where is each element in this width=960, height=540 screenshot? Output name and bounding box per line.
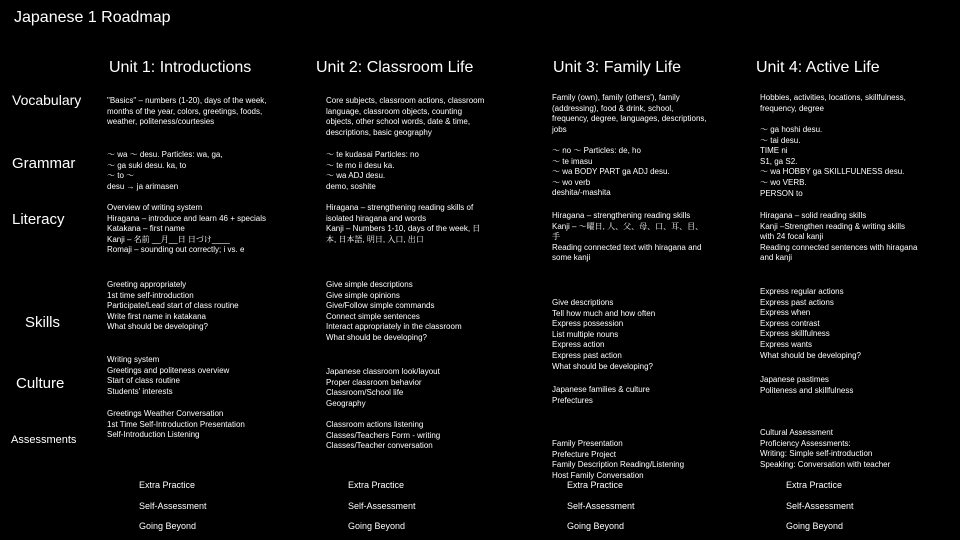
row-label-culture: Culture	[16, 375, 65, 392]
culture-unit-3: Japanese families & culture Prefectures	[552, 385, 650, 405]
vocab-unit-2: Core subjects, classroom actions, classroom language, classroom objects, counting objects, other school words, date & time, descriptions, basic geography	[326, 96, 485, 137]
self-assessment-unit-3: Self-Assessment	[567, 501, 635, 511]
self-assessment-unit-4: Self-Assessment	[786, 501, 854, 511]
grammar-unit-3: ～ no ～ Particles: de, ho ～ te imasu ～ wa BODY PART ga ADJ desu. ～ wo verb deshita/-mashita	[552, 146, 670, 198]
unit-4-header: Unit 4: Active Life	[756, 59, 880, 76]
culture-unit-2: Japanese classroom look/layout Proper classroom behavior Classroom/School life Geography	[326, 367, 440, 408]
assessments-unit-3: Family Presentation Prefecture Project Family Description Reading/Listening Host Family Conversation	[552, 439, 685, 480]
row-label-grammar: Grammar	[12, 155, 76, 172]
culture-unit-4: Japanese pastimes Politeness and skillfulness	[760, 375, 854, 395]
row-label-assessments: Assessments	[11, 434, 77, 446]
row-label-skills: Skills	[25, 314, 61, 331]
culture-unit-1: Writing system Greetings and politeness overview Start of class routine Students' interests	[107, 355, 230, 396]
vocab-unit-3: Family (own), family (others'), family (addressing), food & drink, school, frequency, degree, languages, descriptions, jobs	[552, 93, 707, 134]
page-title: Japanese 1 Roadmap	[14, 9, 171, 26]
assessments-unit-2: Classroom actions listening Classes/Teachers Form - writing Classes/Teacher conversation	[326, 420, 441, 451]
skills-unit-2: Give simple descriptions Give simple opinions Give/Follow simple commands Connect simple sentences Interact appropriately in the classroom What should be developing?	[326, 280, 462, 342]
skills-unit-1: Greeting appropriately 1st time self-introduction Participate/Lead start of class routine Write first name in katakana What should be developing?	[107, 280, 239, 332]
literacy-unit-4: Hiragana – solid reading skills Kanji –Strengthen reading & writing skills with 24 focal kanji Reading connected sentences with hiragana and kanji	[760, 211, 918, 263]
going-beyond-unit-1: Going Beyond	[139, 521, 197, 531]
skills-unit-4: Express regular actions Express past actions Express when Express contrast Express skillfulness Express wants What should be developing?	[760, 287, 861, 360]
unit-1-header: Unit 1: Introductions	[109, 59, 252, 76]
extra-practice-unit-4: Extra Practice	[786, 480, 843, 490]
literacy-unit-1: Overview of writing system Hiragana – introduce and learn 46 + specials Katakana – first name Kanji – 名前 __月__日 日づけ____ Romaji – sounding out correctly; i vs. e	[107, 203, 266, 255]
grammar-unit-4: ～ ga hoshi desu. ～ tai desu. TIME ni S1, ga S2. ～ wa HOBBY ga SKILLFULNESS desu. ～ wo VERB. PERSON to	[760, 125, 905, 198]
row-label-vocabulary: Vocabulary	[12, 92, 82, 108]
assessments-unit-4: Cultural Assessment Proficiency Assessments: Writing: Simple self-introduction Speaking: Conversation with teacher	[760, 428, 891, 469]
vocab-unit-1: "Basics" – numbers (1-20), days of the week, months of the year, colors, greetings, foods, weather, politeness/courtesies	[107, 96, 267, 127]
vocab-unit-4: Hobbies, activities, locations, skillfulness, frequency, degree	[760, 93, 906, 113]
skills-unit-3: Give descriptions Tell how much and how often Express possession List multiple nouns Express action Express past action What should be developing?	[552, 298, 656, 371]
extra-practice-unit-2: Extra Practice	[348, 480, 405, 490]
going-beyond-unit-3: Going Beyond	[567, 521, 625, 531]
unit-3-header: Unit 3: Family Life	[553, 59, 682, 76]
literacy-unit-2: Hiragana – strengthening reading skills of isolated hiragana and words Kanji – Numbers 1-10, days of the week, 日 本, 日本語, 明日, 入口, 出口	[326, 203, 481, 244]
row-label-literacy: Literacy	[12, 211, 65, 228]
going-beyond-unit-2: Going Beyond	[348, 521, 406, 531]
unit-2-header: Unit 2: Classroom Life	[316, 59, 474, 76]
extra-practice-unit-3: Extra Practice	[567, 480, 624, 490]
grammar-unit-1: ～ wa ～ desu. Particles: wa, ga, ～ ga suki desu. ka, to ～ to ～ desu → ja arimasen	[107, 150, 223, 191]
self-assessment-unit-1: Self-Assessment	[139, 501, 207, 511]
self-assessment-unit-2: Self-Assessment	[348, 501, 416, 511]
literacy-unit-3: Hiragana – strengthening reading skills Kanji – ～曜日, 人、父、母、口、耳、目、 手 Reading connected text with hiragana and some kanji	[552, 211, 704, 263]
grammar-unit-2: ～ te kudasai Particles: no ～ te mo ii desu ka. ～ wa ADJ desu. demo, soshite	[326, 150, 419, 191]
going-beyond-unit-4: Going Beyond	[786, 521, 844, 531]
extra-practice-unit-1: Extra Practice	[139, 480, 196, 490]
assessments-unit-1: Greetings Weather Conversation 1st Time Self-Introduction Presentation Self-Introduction Listening	[107, 409, 245, 440]
